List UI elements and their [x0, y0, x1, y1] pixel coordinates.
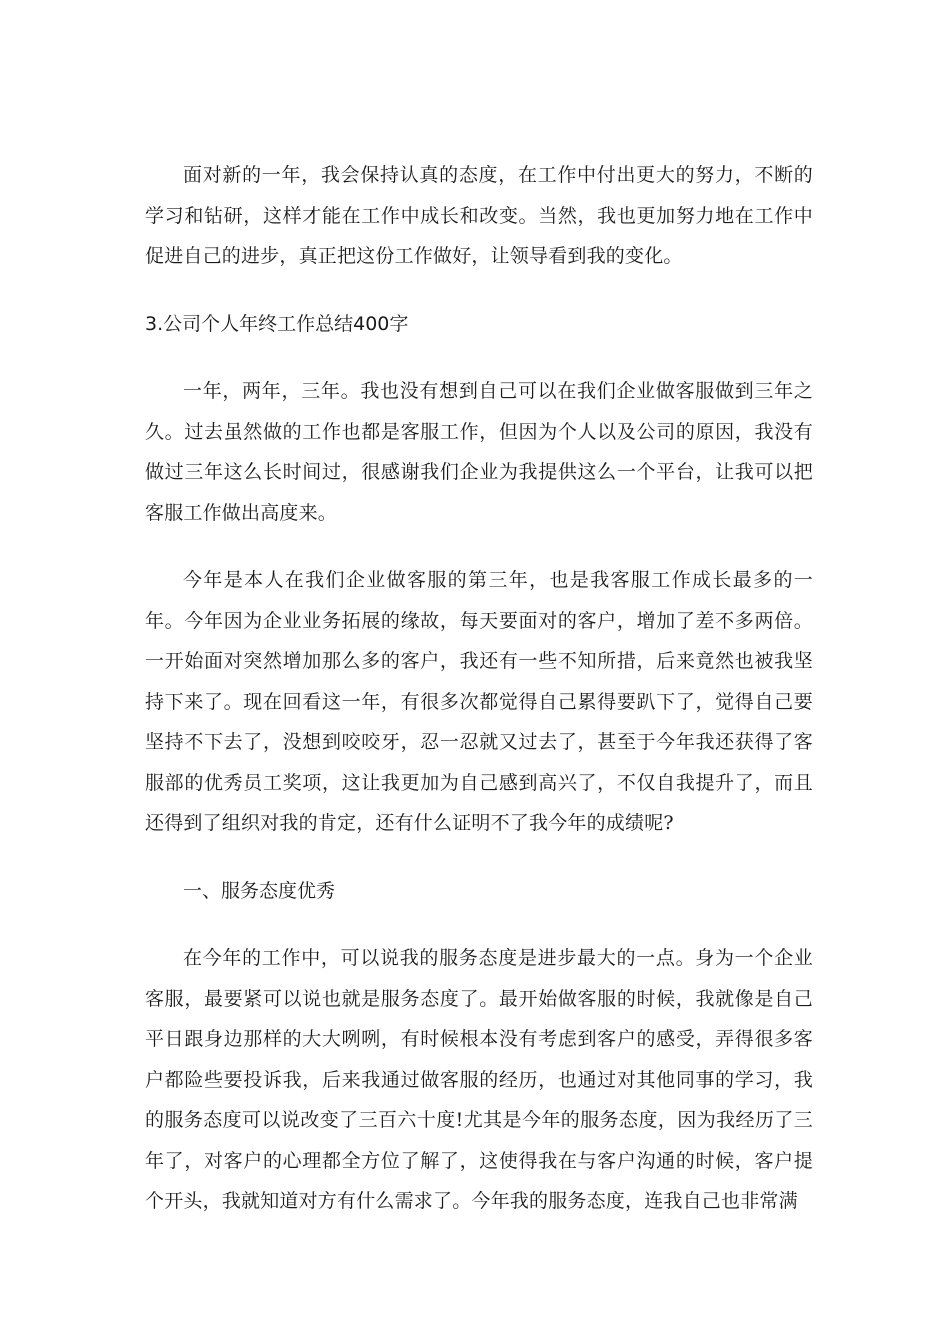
- spacer: [145, 911, 813, 938]
- section-heading: 3.公司个人年终工作总结400字: [145, 312, 409, 335]
- spacer: [145, 277, 813, 304]
- spacer: [145, 844, 813, 871]
- spacer: [145, 344, 813, 371]
- paragraph-this-year: 今年是本人在我们企业做客服的第三年，也是我客服工作成长最多的一年。今年因为企业业务拓展的缘故，每天要面对的客户，增加了差不多两倍。一开始面对突然增加那么多的客户，我还有一些不知所措，后来竟然也被我坚持下来了。现在回看这一年，有很多次都觉得自己累得要趴下了，觉得自己要坚持不下去了，没想到咬咬牙，忍一忍就又过去了，甚至于今年我还获得了客服部的优秀员工奖项，这让我更加为自己感到高兴了，不仅自我提升了，而且还得到了组织对我的肯定，还有什么证明不了我今年的成绩呢?: [145, 569, 813, 834]
- spacer: [145, 533, 813, 560]
- paragraph-service-attitude: 在今年的工作中，可以说我的服务态度是进步最大的一点。身为一个企业客服，最要紧可以说也就是服务态度了。最开始做客服的时候，我就像是自己平日跟身边那样的大大咧咧，有时候根本没有考虑到客户的感受，弄得很多客户都险些要投诉我，后来我通过做客服的经历，也通过对其他同事的学习，我的服务态度可以说改变了三百六十度!尤其是今年的服务态度，因为我经历了三年了，对客户的心理都全方位了解了，这使得我在与客户沟通的时候，客户提个开头，我就知道对方有什么需求了。今年我的服务态度，连我自己也非常满: [145, 947, 813, 1212]
- document-page: [145, 155, 813, 1222]
- paragraph-new-year-plan: 面对新的一年，我会保持认真的态度，在工作中付出更大的努力，不断的学习和钻研，这样才能在工作中成长和改变。当然，我也更加努力地在工作中促进自己的进步，真正把这份工作做好，让领导看到我的变化。: [145, 164, 813, 267]
- subsection-heading: 一、服务态度优秀: [183, 879, 336, 902]
- paragraph-three-years: 一年，两年，三年。我也没有想到自己可以在我们企业做客服做到三年之久。过去虽然做的工作也都是客服工作，但因为个人以及公司的原因，我没有做过三年这么长时间过，很感谢我们企业为我提供这么一个平台，让我可以把客服工作做出高度来。: [145, 380, 813, 524]
